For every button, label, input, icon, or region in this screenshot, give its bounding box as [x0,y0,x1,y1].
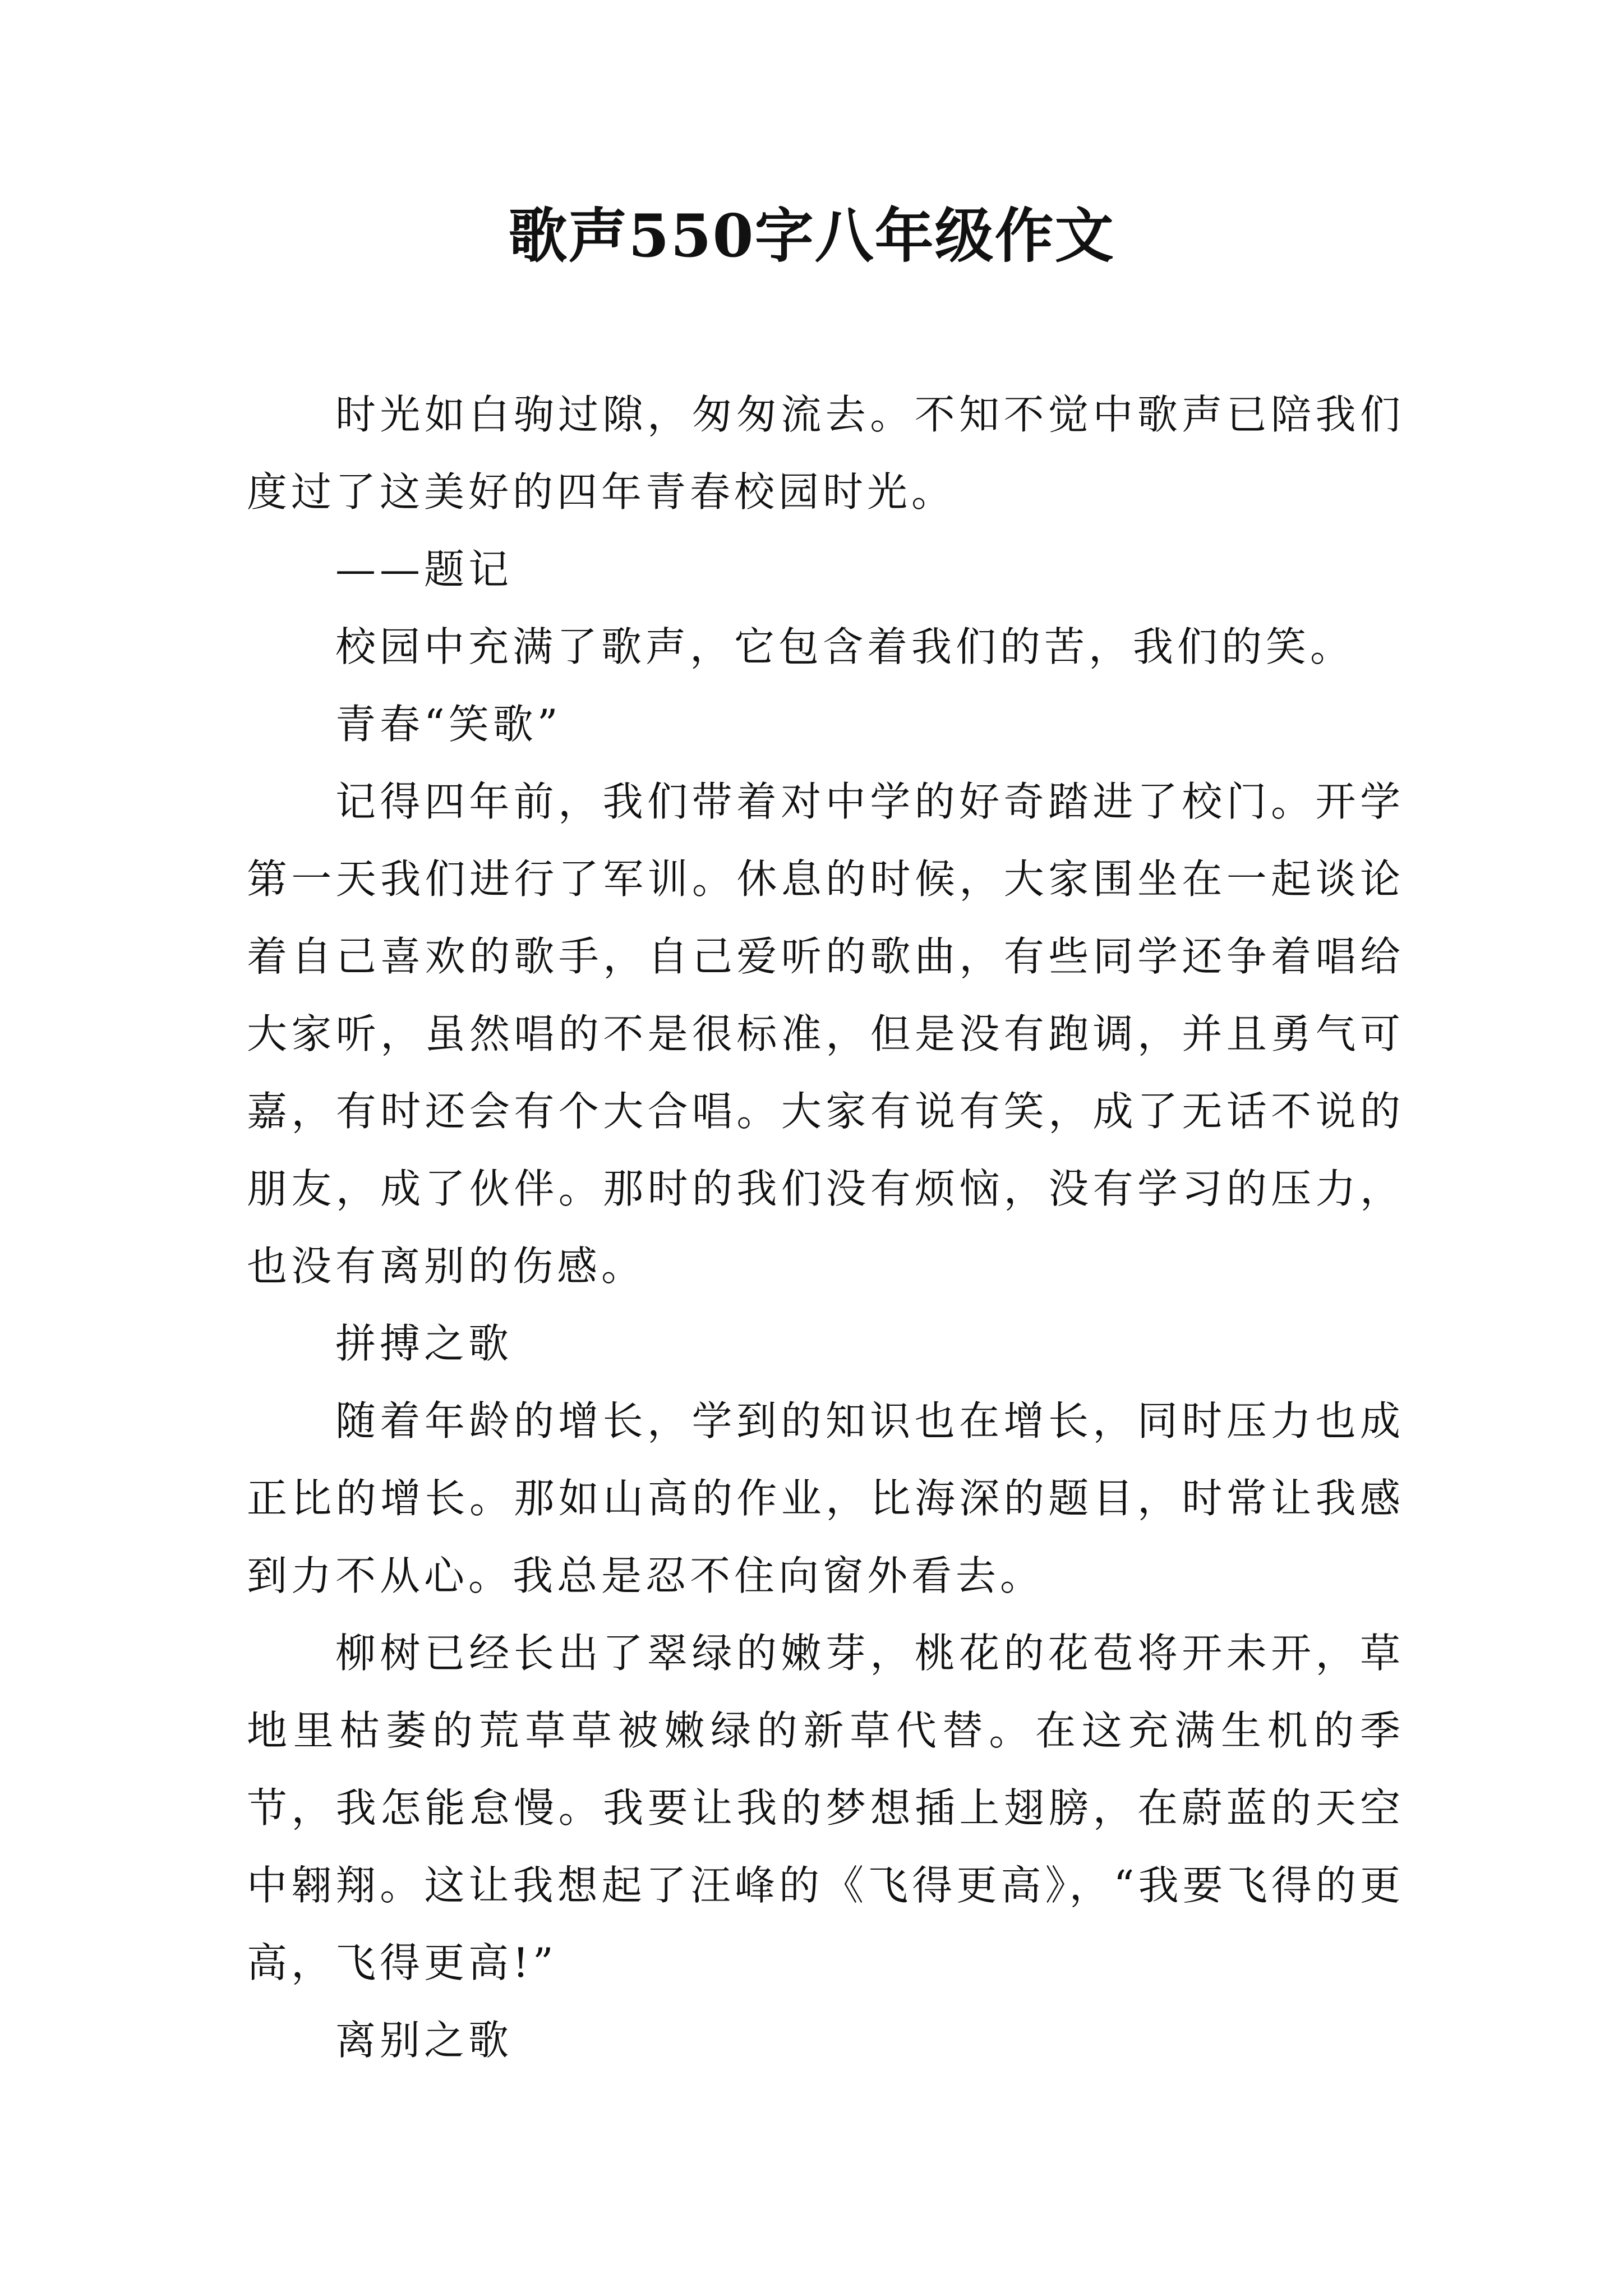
paragraph-intro: 校园中充满了歌声，它包含着我们的苦，我们的笑。 [335,623,1355,670]
section-heading-laughter: 青春“笑歌” [335,701,562,748]
paragraph-striving-2: 柳树已经长出了翠绿的嫩芽，桃花的花苞将开未开，草地里枯萎的荒草草被嫩绿的新草代替。在这充满生机的季节，我怎能怠慢。我要让我的梦想插上翅膀，在蔚蓝的天空中翱翔。这让我想起了汪峰的《飞得更高》，“我要飞得的更高，飞得更高!” [247,1630,1404,1986]
document-body [247,376,1404,2079]
document-title: 歌声550字八年级作文 [508,201,1115,270]
paragraph-preface: 时光如白驹过隙，匆匆流去。不知不觉中歌声已陪我们度过了这美好的四年青春校园时光。 [247,391,1404,516]
paragraph-striving-1: 随着年龄的增长，学到的知识也在增长，同时压力也成正比的增长。那如山高的作业，比海深的题目，时常让我感到力不从心。我总是忍不住向窗外看去。 [247,1397,1404,1599]
paragraph-laughter: 记得四年前，我们带着对中学的好奇踏进了校门。开学第一天我们进行了军训。休息的时候，大家围坐在一起谈论着自己喜欢的歌手，自己爱听的歌曲，有些同学还争着唱给大家听，虽然唱的不是很标准，但是没有跑调，并且勇气可嘉，有时还会有个大合唱。大家有说有笑，成了无话不说的朋友，成了伙伴。那时的我们没有烦恼，没有学习的压力，也没有离别的伤感。 [247,778,1404,1290]
section-heading-striving: 拼搏之歌 [335,1320,513,1367]
paragraph-epigraph-label: ——题记 [335,546,513,593]
section-heading-farewell: 离别之歌 [335,2017,513,2064]
